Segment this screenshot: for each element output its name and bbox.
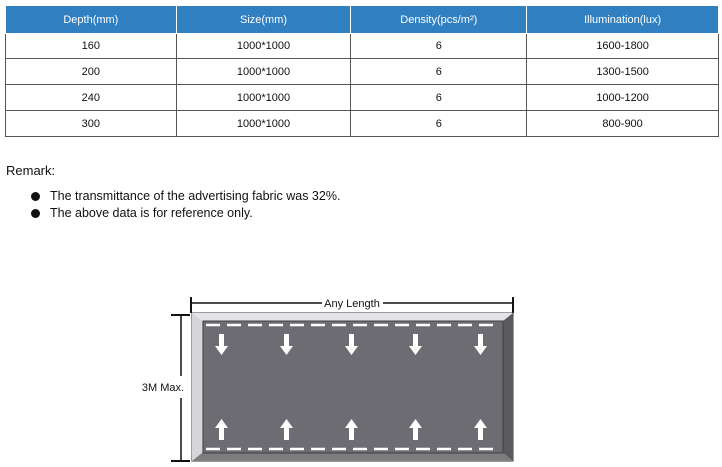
cell-illumination: 800-900 [527,111,719,137]
cell-size: 1000*1000 [176,59,351,85]
header-density: Density(pcs/m²) [351,6,527,34]
height-label: 3M Max. [141,382,185,394]
header-illumination: Illumination(lux) [527,6,719,34]
cell-illumination: 1600-1800 [527,34,719,59]
cell-density: 6 [351,111,527,137]
header-depth: Depth(mm) [6,6,177,34]
cell-depth: 200 [6,59,177,85]
remark-title: Remark: [6,163,56,178]
cell-illumination: 1000-1200 [527,85,719,111]
remark-item-text: The transmittance of the advertising fabric was 32%. [50,189,341,203]
width-label: Any Length [324,298,380,310]
cell-density: 6 [351,34,527,59]
cell-illumination: 1300-1500 [527,59,719,85]
remark-item-text: The above data is for reference only. [50,206,253,220]
cell-density: 6 [351,85,527,111]
cell-depth: 160 [6,34,177,59]
width-dimension [191,297,513,313]
cell-size: 1000*1000 [176,111,351,137]
cell-size: 1000*1000 [176,85,351,111]
cell-size: 1000*1000 [176,34,351,59]
cell-depth: 300 [6,111,177,137]
header-size: Size(mm) [176,6,351,34]
height-dimension [142,315,190,461]
cell-density: 6 [351,59,527,85]
cell-depth: 240 [6,85,177,111]
